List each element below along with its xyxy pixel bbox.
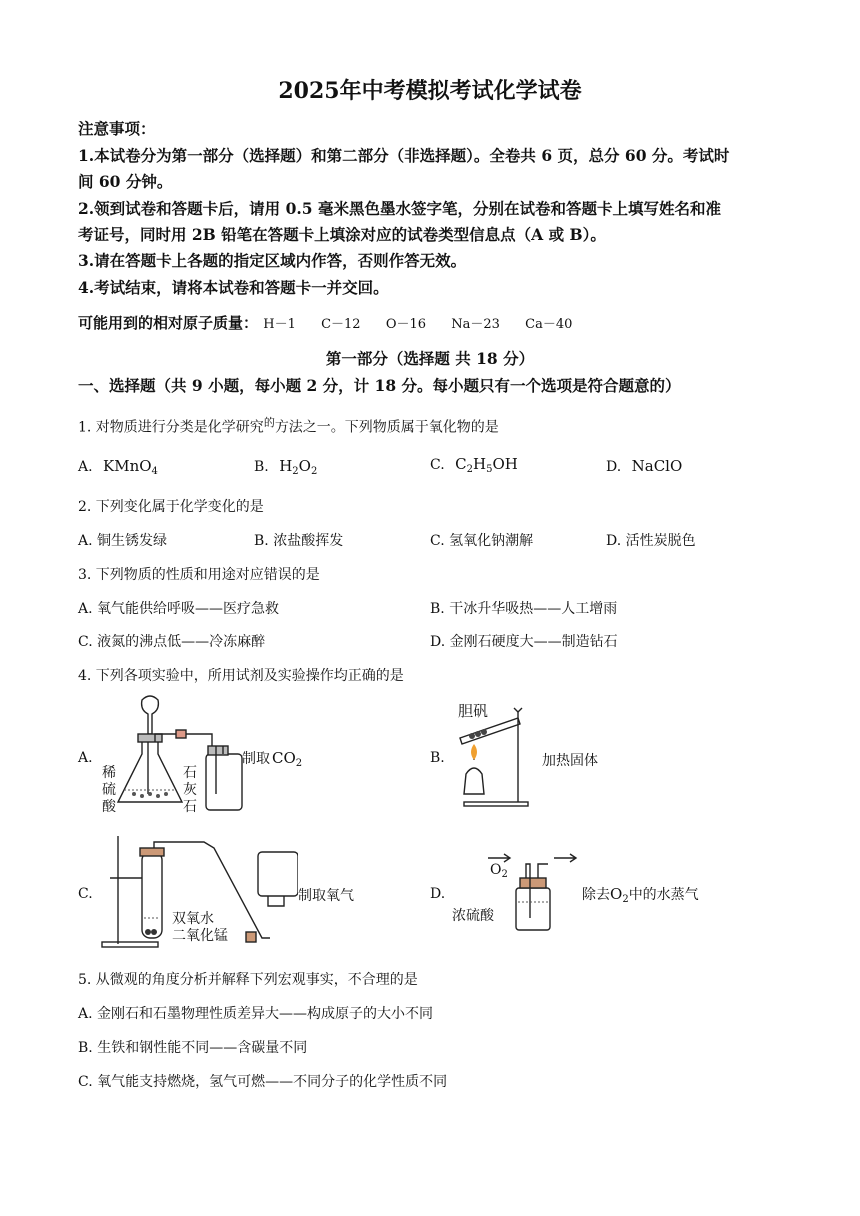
notice-line-1b: 间 60 分钟。 bbox=[78, 172, 173, 191]
section-heading: 一、选择题（共 9 小题，每小题 2 分，计 18 分。每小题只有一个选项是符合题意的） bbox=[78, 376, 681, 395]
notice-line-1: 1.本试卷分为第一部分（选择题）和第二部分（非选择题）。全卷共 6 页，总分 60 分。考试时 bbox=[78, 146, 730, 165]
q1-c-f3: H bbox=[472, 455, 487, 473]
q4-stem: 4. 下列各项实验中，所用试剂及实验操作均正确的是 bbox=[78, 668, 404, 684]
q1-option-b[interactable] bbox=[254, 457, 317, 477]
q5-option-b[interactable]: B. 生铁和钢性能不同——含碳量不同 bbox=[78, 1040, 308, 1056]
q1-c-f2: 2 bbox=[466, 464, 473, 475]
atomic-mass-h: H－1 bbox=[263, 317, 296, 332]
notice-heading: 注意事项： bbox=[78, 119, 156, 138]
q2-stem: 2. 下列变化属于化学变化的是 bbox=[78, 499, 264, 515]
notice-line-4: 4.考试结束，请将本试卷和答题卡一并交回。 bbox=[78, 278, 389, 297]
q1-option-d-label: D. bbox=[606, 459, 622, 475]
q4-a-r2-1: 灰 bbox=[183, 782, 197, 798]
q4-d-gas-1: O bbox=[490, 862, 502, 878]
q2-option-a[interactable]: A. 铜生锈发绿 bbox=[78, 533, 168, 549]
q4-d-caption-b: 中的水蒸气 bbox=[628, 887, 699, 903]
page-title: 2025年中考模拟考试化学试卷 bbox=[278, 78, 582, 104]
q1-c-f1: C bbox=[455, 455, 467, 473]
q4-d-caption bbox=[582, 884, 699, 905]
co2-apparatus-diagram bbox=[98, 694, 258, 816]
q5-option-c[interactable]: C. 氧气能支持燃烧，氢气可燃——不同分子的化学性质不同 bbox=[78, 1074, 448, 1090]
q1-option-a[interactable] bbox=[78, 457, 158, 477]
q4-a-r2-0: 石 bbox=[183, 765, 197, 781]
atomic-mass-na: Na－23 bbox=[451, 317, 500, 332]
q4-a-r1-0: 稀 bbox=[102, 765, 116, 781]
q1-b-f2: 2 bbox=[292, 466, 299, 477]
q4-a-caption-text: 制取 bbox=[242, 751, 270, 767]
q2-option-c[interactable]: C. 氢氧化钠潮解 bbox=[430, 533, 534, 549]
q4-d-cf1: O bbox=[610, 885, 623, 903]
notice-line-3: 3.请在答题卡上各题的指定区域内作答，否则作答无效。 bbox=[78, 251, 467, 270]
q4-c-reagent-1: 双氧水 bbox=[172, 911, 214, 927]
q1-b-f3: O bbox=[298, 457, 311, 475]
q4-a-r1-1: 硫 bbox=[102, 782, 116, 798]
q4-a-reagent-1 bbox=[102, 765, 116, 816]
q3-option-c[interactable]: C. 液氮的沸点低——冷冻麻醉 bbox=[78, 634, 266, 650]
q4-c-reagent-2: 二氧化锰 bbox=[172, 928, 228, 944]
q4-d-cf2: 2 bbox=[622, 894, 629, 905]
q1-b-f1: H bbox=[279, 457, 293, 475]
q4-option-b-label[interactable]: B. bbox=[430, 750, 445, 766]
q4-a-caption bbox=[242, 748, 302, 769]
notice-line-2b: 考证号，同时用 2B 铅笔在答题卡上填涂对应的试卷类型信息点（A 或 B）。 bbox=[78, 225, 606, 244]
notice-line-2: 2.领到试卷和答题卡后，请用 0.5 毫米黑色墨水签字笔，分别在试卷和答题卡上填写姓名和准 bbox=[78, 199, 721, 218]
atomic-mass-o: O－16 bbox=[385, 317, 427, 332]
atomic-mass-ca: Ca－40 bbox=[525, 317, 573, 332]
q5-option-a[interactable]: A. 金刚石和石墨物理性质差异大——构成原子的大小不同 bbox=[78, 1006, 434, 1022]
atomic-mass-label: 可能用到的相对原子质量： bbox=[78, 314, 259, 332]
q4-option-c-label[interactable]: C. bbox=[78, 886, 93, 902]
q5-stem: 5. 从微观的角度分析并解释下列宏观事实，不合理的是 bbox=[78, 972, 418, 988]
q3-option-b[interactable]: B. 干冰升华吸热——人工增雨 bbox=[430, 601, 618, 617]
drying-bottle-diagram bbox=[484, 848, 584, 932]
q4-d-caption-a: 除去 bbox=[582, 887, 610, 903]
q4-a-f1: CO bbox=[272, 749, 296, 767]
q3-option-d[interactable]: D. 金刚石硬度大——制造钻石 bbox=[430, 634, 618, 650]
q4-a-r1-2: 酸 bbox=[102, 799, 116, 815]
q4-option-a-label[interactable]: A. bbox=[78, 750, 93, 766]
q4-d-reagent: 浓硫酸 bbox=[452, 908, 494, 924]
q4-a-reagent-2 bbox=[183, 765, 197, 816]
q1-stem-b: 方法之一。下列物质属于氧化物的是 bbox=[274, 419, 499, 436]
q4-a-f2: 2 bbox=[295, 758, 303, 769]
q4-b-reagent: 胆矾 bbox=[458, 702, 489, 720]
q2-option-d[interactable]: D. 活性炭脱色 bbox=[606, 533, 696, 549]
q1-b-f4: 2 bbox=[310, 466, 318, 477]
heating-solid-diagram bbox=[444, 698, 534, 810]
q1-option-d[interactable] bbox=[606, 457, 682, 475]
q1-stem-a: 1. 对物质进行分类是化学研究 bbox=[78, 419, 264, 436]
q3-option-a[interactable]: A. 氧气能供给呼吸——医疗急救 bbox=[78, 601, 280, 617]
q1-d-formula: NaClO bbox=[631, 457, 683, 475]
atomic-mass-c: C－12 bbox=[321, 317, 361, 332]
q4-c-caption: 制取氧气 bbox=[298, 888, 354, 904]
q1-option-c-label: C. bbox=[430, 457, 445, 473]
q4-d-gas-2: 2 bbox=[501, 869, 508, 880]
q1-option-a-label: A. bbox=[78, 459, 93, 475]
q4-a-r2-2: 石 bbox=[183, 799, 197, 815]
q3-stem: 3. 下列物质的性质和用途对应错误的是 bbox=[78, 567, 320, 583]
q1-option-b-label: B. bbox=[254, 459, 269, 475]
part1-heading: 第一部分（选择题 共 18 分） bbox=[325, 349, 535, 368]
q4-b-caption: 加热固体 bbox=[542, 753, 598, 769]
q1-c-f5: OH bbox=[492, 455, 518, 473]
atomic-mass-row bbox=[78, 312, 592, 333]
q1-option-c[interactable] bbox=[430, 455, 518, 475]
q1-a-f1: KMnO bbox=[103, 457, 152, 475]
q1-stem bbox=[78, 414, 499, 437]
q4-option-d-label[interactable]: D. bbox=[430, 886, 446, 902]
q1-c-f4: 5 bbox=[486, 464, 493, 475]
q1-stem-sup: 的 bbox=[263, 416, 275, 429]
q1-a-f2: 4 bbox=[151, 466, 158, 477]
q2-option-b[interactable]: B. 浓盐酸挥发 bbox=[254, 533, 344, 549]
